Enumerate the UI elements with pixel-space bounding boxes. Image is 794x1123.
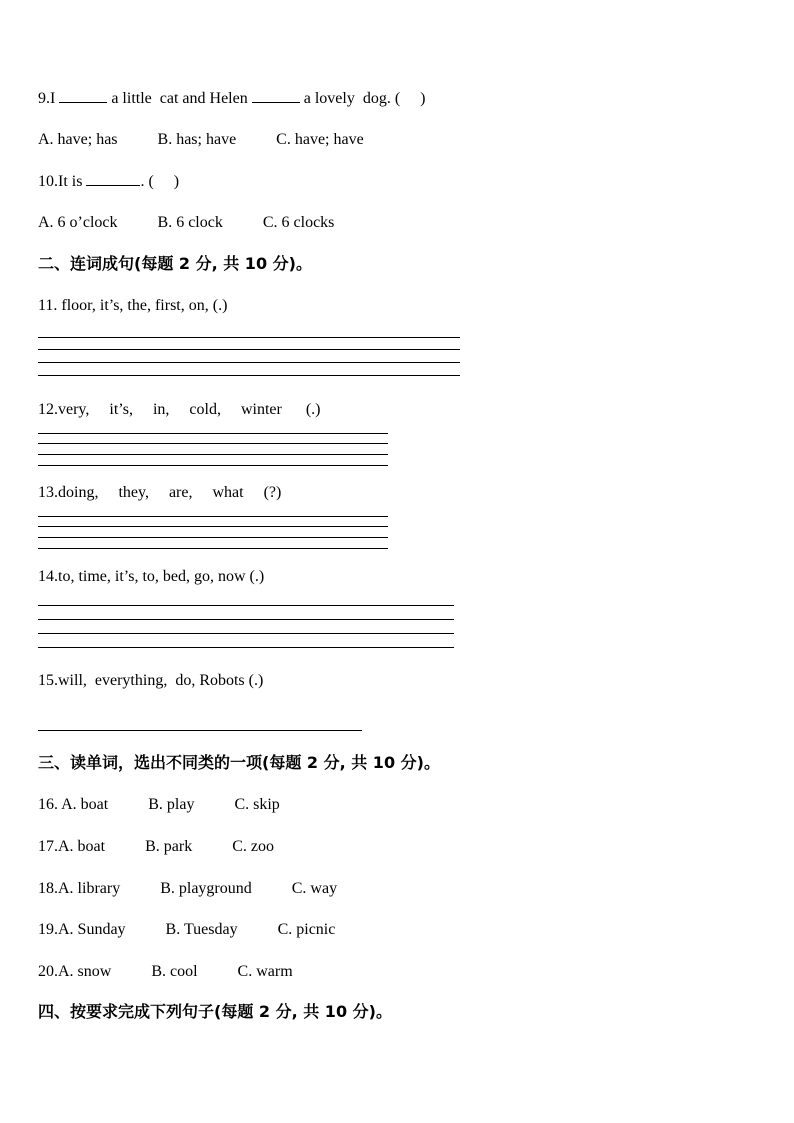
question-20: 20.A. snow B. cool C. warm xyxy=(38,963,293,980)
q10-part-b: . ( ) xyxy=(140,173,180,190)
writing-line[interactable] xyxy=(38,433,388,434)
writing-line[interactable] xyxy=(38,454,388,455)
writing-line[interactable] xyxy=(38,362,460,363)
q10-options: A. 6 o’clock B. 6 clock C. 6 clocks xyxy=(38,214,335,231)
section-4-heading: 四、按要求完成下列句子(每题 2 分, 共 10 分)。 xyxy=(38,1002,392,1021)
question-9 xyxy=(38,88,425,109)
question-11: 11. floor, it’s, the, first, on, (.) xyxy=(38,297,228,314)
q9-part-b: a little cat and Helen xyxy=(107,90,252,107)
q9-part-a: 9.I xyxy=(38,90,60,107)
question-15: 15.will, everything, do, Robots (.) xyxy=(38,672,264,689)
section-2-heading: 二、连词成句(每题 2 分, 共 10 分)。 xyxy=(38,254,312,273)
q10-part-a: 10.It is xyxy=(38,173,87,190)
writing-line[interactable] xyxy=(38,375,460,376)
writing-line[interactable] xyxy=(38,548,388,549)
writing-line[interactable] xyxy=(38,443,388,444)
writing-line[interactable] xyxy=(38,605,454,606)
answer-blank[interactable] xyxy=(86,171,140,186)
question-19: 19.A. Sunday B. Tuesday C. picnic xyxy=(38,921,336,938)
writing-line[interactable] xyxy=(38,537,388,538)
writing-line[interactable] xyxy=(38,337,460,338)
writing-line[interactable] xyxy=(38,619,454,620)
answer-blank[interactable] xyxy=(252,88,300,103)
question-14: 14.to, time, it’s, to, bed, go, now (.) xyxy=(38,568,265,585)
writing-line[interactable] xyxy=(38,516,388,517)
question-12: 12.very, it’s, in, cold, winter (.) xyxy=(38,401,321,418)
question-18: 18.A. library B. playground C. way xyxy=(38,880,338,897)
question-16: 16. A. boat B. play C. skip xyxy=(38,796,280,813)
writing-line[interactable] xyxy=(38,465,388,466)
q9-options: A. have; has B. has; have C. have; have xyxy=(38,131,364,148)
question-13: 13.doing, they, are, what (?) xyxy=(38,484,282,501)
writing-line[interactable] xyxy=(38,633,454,634)
writing-line[interactable] xyxy=(38,730,362,731)
writing-line[interactable] xyxy=(38,526,388,527)
writing-line[interactable] xyxy=(38,647,454,648)
question-17: 17.A. boat B. park C. zoo xyxy=(38,838,274,855)
question-10 xyxy=(38,171,179,192)
writing-line[interactable] xyxy=(38,349,460,350)
q9-part-c: a lovely dog. ( ) xyxy=(299,90,426,107)
answer-blank[interactable] xyxy=(59,88,107,103)
section-3-heading: 三、读单词，选出不同类的一项(每题 2 分, 共 10 分)。 xyxy=(38,753,440,772)
